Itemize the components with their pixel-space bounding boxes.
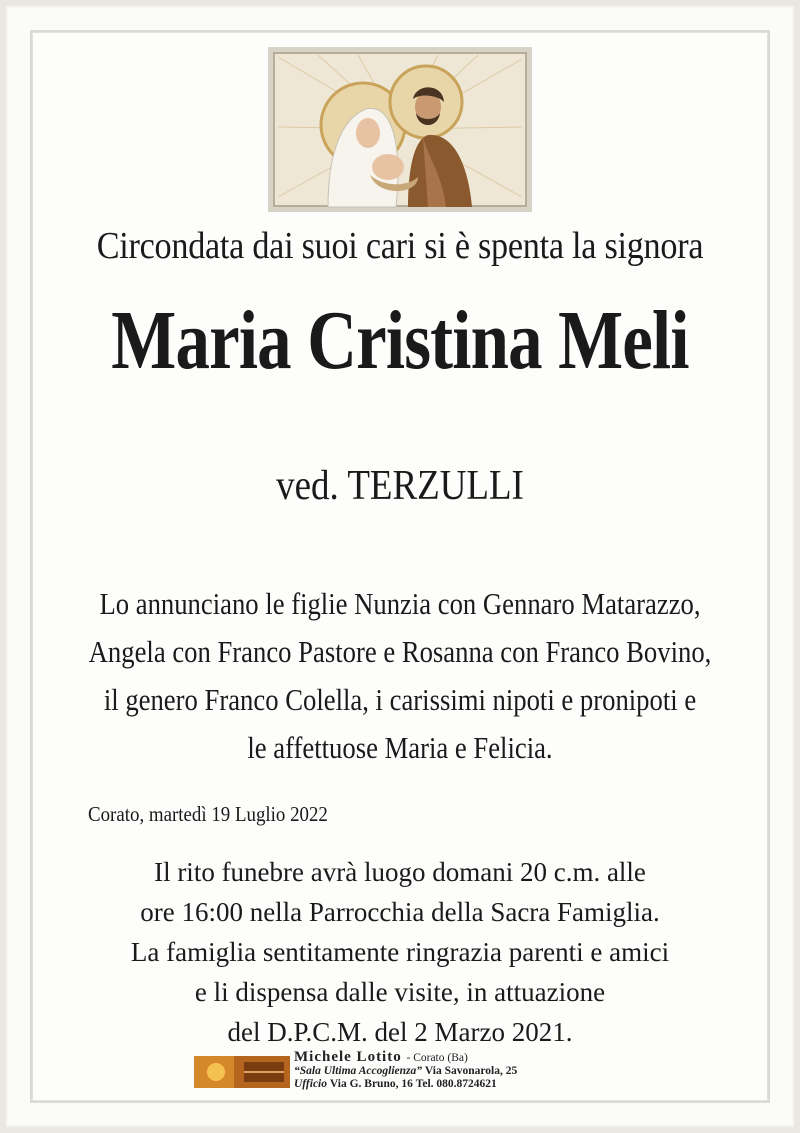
place-date: Corato, martedì 19 Luglio 2022 [88,802,328,826]
deceased-name: Maria Cristina Meli [111,294,689,387]
hall-address: Via Savonarola, 25 [424,1065,518,1077]
rite-line: e li dispensa dalle visite, in attuazione [194,977,606,1007]
rite-block [0,852,800,1052]
rite-line: ore 16:00 nella Parrocchia della Sacra Famiglia. [140,897,660,927]
widow-of-line: ved. TERZULLI [276,463,524,509]
company-name: Michele Lotito [294,1049,402,1065]
announcement-line: le affettuose Maria e Felicia. [247,730,553,765]
announcement-line: il genero Franco Colella, i carissimi nipoti e pronipoti e [103,682,697,717]
intro-line: Circondata dai suoi cari si è spenta la signora [96,225,704,267]
hall-name: “Sala Ultima Accoglienza” [294,1065,422,1077]
holy-family-icon [268,47,532,212]
announcement-line: Lo annunciano le figlie Nunzia con Gennaro Matarazzo, [99,586,701,621]
office-address: Via G. Bruno, 16 [329,1078,413,1090]
rite-line: Il rito funebre avrà luogo domani 20 c.m. alle [154,857,646,887]
rite-line: del D.P.C.M. del 2 Marzo 2021. [227,1017,573,1047]
announcement-line: Angela con Franco Pastore e Rosanna con Franco Bovino, [88,634,712,669]
phone-number: Tel. 080.8724621 [415,1078,497,1090]
office-label: Ufficio [294,1078,328,1090]
announcement-block [56,580,744,772]
rite-line: La famiglia sentitamente ringrazia parenti e amici [130,937,670,967]
company-city: - Corato (Ba) [406,1052,468,1064]
funeral-home-logo-icon [194,1056,290,1088]
funeral-home-info [294,1051,624,1091]
